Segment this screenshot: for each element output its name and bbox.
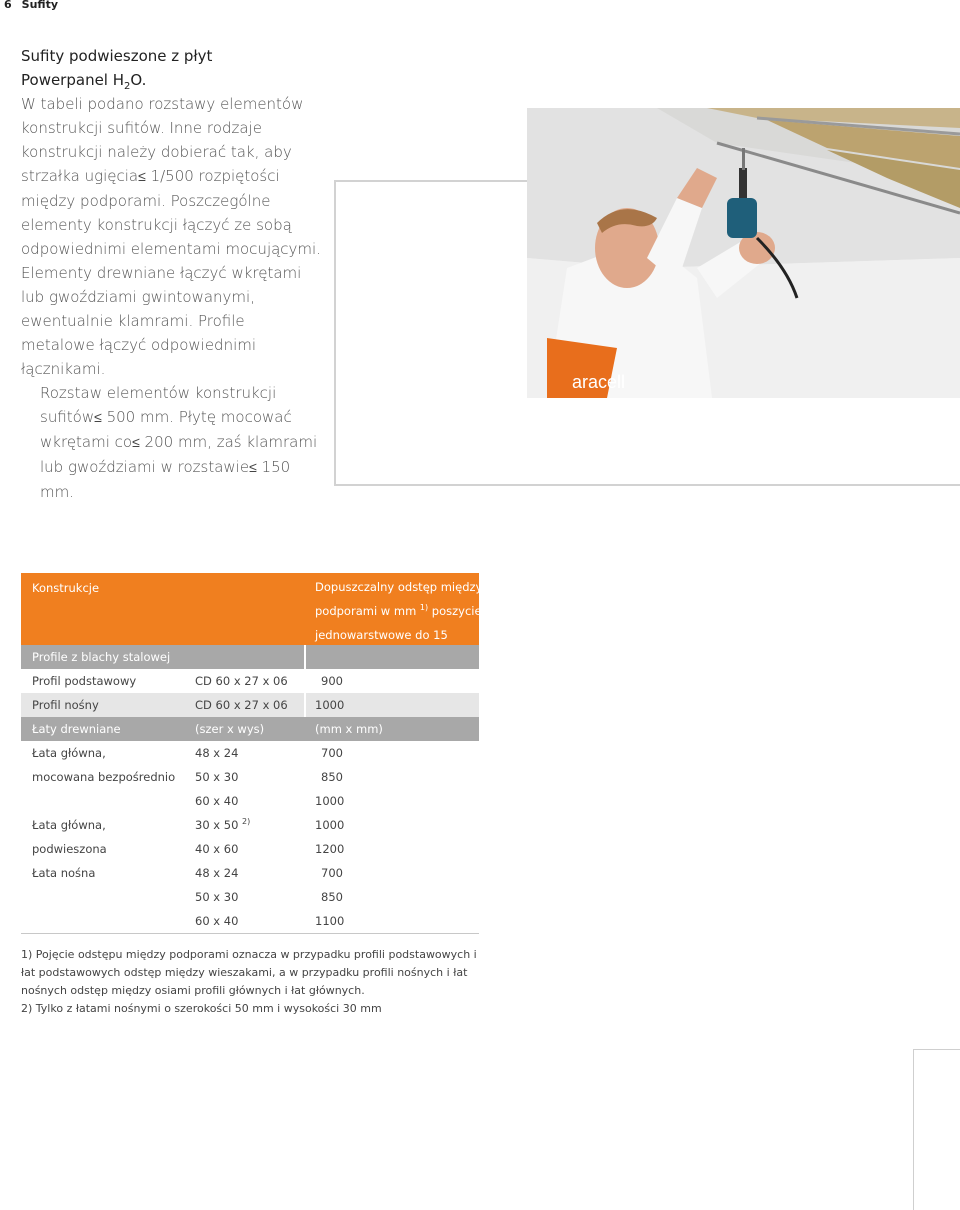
table-row — [21, 885, 479, 909]
table-row — [21, 693, 479, 717]
row-value: 850 — [321, 890, 343, 904]
title-subscript: 2 — [124, 81, 131, 92]
para2-part-a: Rozstaw elementów konstrukcji sufitów — [40, 384, 277, 426]
page-number: 6 — [4, 0, 12, 11]
section-wood-size: (szer x wys) — [195, 722, 265, 736]
footnote-1: 1) Pojęcie odstępu między podporami oznacza w przypadku profili podstawowych i łat podstawowych odstęp między wieszakami, a w przypadku profili nośnych i łat nośnych odstęp między osiami profili głównych i łat głównych. — [21, 948, 477, 997]
row-size: CD 60 x 27 x 06 — [195, 674, 288, 688]
table-row — [21, 861, 479, 885]
section-name: Sufity — [21, 0, 58, 11]
title-line1: Sufity podwieszone z płyt — [21, 47, 213, 65]
table-row — [21, 789, 479, 813]
row-value: 900 — [321, 674, 343, 688]
section-wood-label: Łaty drewniane — [32, 722, 121, 736]
header-spacing-b: poszycie jednowarstwowe do 15 — [315, 604, 482, 642]
row-size: 48 x 24 — [195, 866, 239, 880]
row-size: 50 x 30 — [195, 770, 239, 784]
section-steel-label: Profile z blachy stalowej — [32, 650, 171, 664]
leq-symbol: ≤ — [132, 435, 140, 451]
row-name: Profil nośny — [32, 698, 99, 712]
row-value: 1200 — [315, 842, 345, 856]
page-header — [4, 0, 58, 11]
row-value: 700 — [321, 746, 343, 760]
para1-part-a: W tabeli podano rozstawy elementów konstrukcji sufitów. Inne rodzaje konstrukcji należy dobierać tak, aby strzałka ugięcia — [21, 95, 304, 185]
row-size: 30 x 50 — [195, 818, 239, 832]
row-name: Łata główna, — [32, 746, 106, 760]
leq-symbol: ≤ — [138, 169, 146, 185]
row-size: 60 x 40 — [195, 914, 239, 928]
header-spacing-a: Dopuszczalny odstęp między podporami w mm — [315, 580, 483, 618]
leq-symbol: ≤ — [249, 460, 257, 476]
table-row — [21, 741, 479, 765]
leq-symbol: ≤ — [94, 410, 102, 426]
para1-part-b: 1/500 rozpiętości między podporami. Poszczególne elementy konstrukcji łączyć ze sobą odpowiednimi elementami mocującymi. Elementy drewniane łączyć wkrętami lub gwoździami gwintowanymi, ewentualnie klamrami. Profile metalowe łączyć odpowiednimi łącznikami. — [21, 167, 321, 378]
row-size: 40 x 60 — [195, 842, 239, 856]
row-name: Łata nośna — [32, 866, 96, 880]
table-header — [21, 573, 483, 645]
table-row — [21, 765, 479, 789]
para2-part-b: 500 mm. Płytę mocować wkrętami co — [40, 408, 292, 451]
row-value: 850 — [321, 770, 343, 784]
row-size: CD 60 x 27 x 06 — [195, 698, 288, 712]
table-row — [21, 837, 479, 861]
section-row-wood — [21, 717, 479, 741]
row-value: 1100 — [315, 914, 345, 928]
header-konstrukcje: Konstrukcje — [32, 581, 100, 595]
row-name: podwieszona — [32, 842, 107, 856]
table-row — [21, 669, 479, 693]
header-sup: 1) — [419, 603, 429, 613]
table-row — [21, 909, 479, 934]
intro-text — [21, 44, 321, 504]
row-name: Profil podstawowy — [32, 674, 137, 688]
spacing-table — [21, 573, 483, 934]
footnote-2: 2) Tylko z łatami nośnymi o szerokości 50 mm i wysokości 30 mm — [21, 1002, 382, 1015]
intro-paragraph-1 — [21, 92, 321, 381]
section-row-steel — [21, 645, 479, 669]
title-line2: Powerpanel H — [21, 71, 125, 89]
para2-part-c: 200 mm, zaś klamrami lub gwoździami w rozstawie — [40, 433, 318, 476]
row-name: Łata główna, — [32, 818, 106, 832]
footnotes — [21, 946, 491, 1018]
table-row — [21, 813, 479, 837]
row-value: 1000 — [315, 818, 345, 832]
intro-paragraph-2 — [21, 381, 321, 504]
installer-illustration — [527, 108, 960, 398]
row-size: 50 x 30 — [195, 890, 239, 904]
row-value: 700 — [321, 866, 343, 880]
para2-part-d: 150 mm. — [40, 458, 291, 501]
corner-frame — [913, 1049, 960, 1210]
row-size-sup: 2) — [242, 817, 251, 827]
section-wood-value: (mm x mm) — [315, 722, 383, 736]
row-size: 48 x 24 — [195, 746, 239, 760]
row-size: 60 x 40 — [195, 794, 239, 808]
row-value: 1000 — [315, 698, 345, 712]
row-name: mocowana bezpośrednio — [32, 770, 176, 784]
installer-photo — [527, 108, 960, 398]
aracell-logo-text: aracell — [572, 372, 626, 392]
title-line2-end: O. — [130, 71, 147, 89]
intro-title — [21, 44, 321, 92]
row-value: 1000 — [315, 794, 345, 808]
